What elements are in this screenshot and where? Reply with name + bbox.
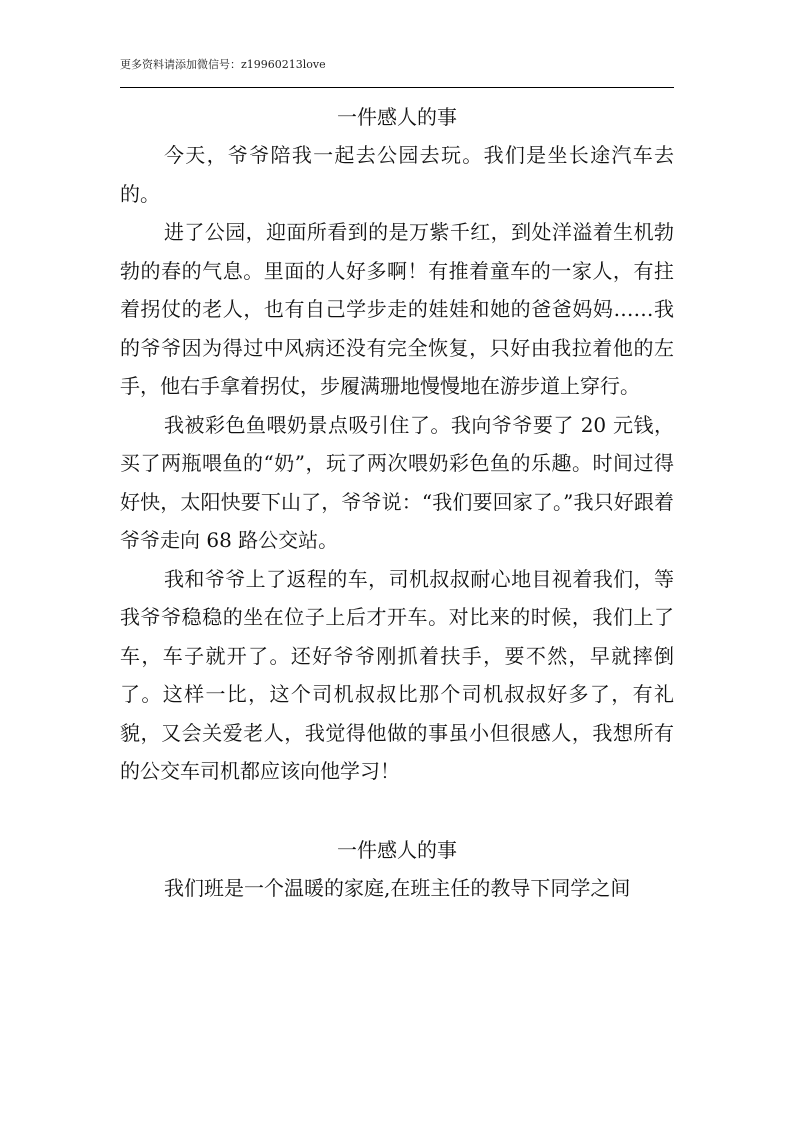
essay-paragraph: 今天，爷爷陪我一起去公园去玩。我们是坐长途汽车去的。: [120, 143, 674, 206]
header-contact-text: 更多资料请添加微信号：z19960213love: [120, 58, 326, 71]
essay-title: 一件感人的事: [337, 105, 457, 129]
section-spacer: [120, 791, 674, 831]
header-divider: [120, 87, 674, 88]
essay-title-second: 一件感人的事: [337, 837, 457, 862]
essay-paragraph: 我和爷爷上了返程的车，司机叔叔耐心地目视着我们，等我爷爷稳稳的坐在位子上后才开车。对比来的时候，我们上了车，车子就开了。还好爷爷刚抓着扶手，要不然，早就摔倒了。这样一比，这个司机叔叔比那个司机叔叔好多了，有礼貌，又会关爱老人，我觉得他做的事虽小但很感人，我想所有的公交车司机都应该向他学习！: [120, 566, 674, 783]
document-body: [120, 98, 674, 907]
essay-paragraph: 我被彩色鱼喂奶景点吸引住了。我向爷爷要了 20 元钱，买了两瓶喂鱼的“奶”，玩了两次喂奶彩色鱼的乐趣。时间过得好快，太阳快要下山了，爷爷说：“我们要回家了。”我只好跟着爷爷走向 68 路公交站。: [120, 412, 674, 552]
essay-paragraph: 进了公园，迎面所看到的是万紫千红，到处洋溢着生机勃勃的春的气息。里面的人好多啊！有推着童车的一家人，有拄着拐仗的老人，也有自己学步走的娃娃和她的爸爸妈妈……我的爷爷因为得过中风病还没有完全恢复，只好由我拉着他的左手，他右手拿着拐仗，步履满珊地慢慢地在游步道上穿行。: [120, 220, 674, 398]
essay-paragraph-second: 我们班是一个温暖的家庭,在班主任的教导下同学之间: [164, 875, 631, 900]
